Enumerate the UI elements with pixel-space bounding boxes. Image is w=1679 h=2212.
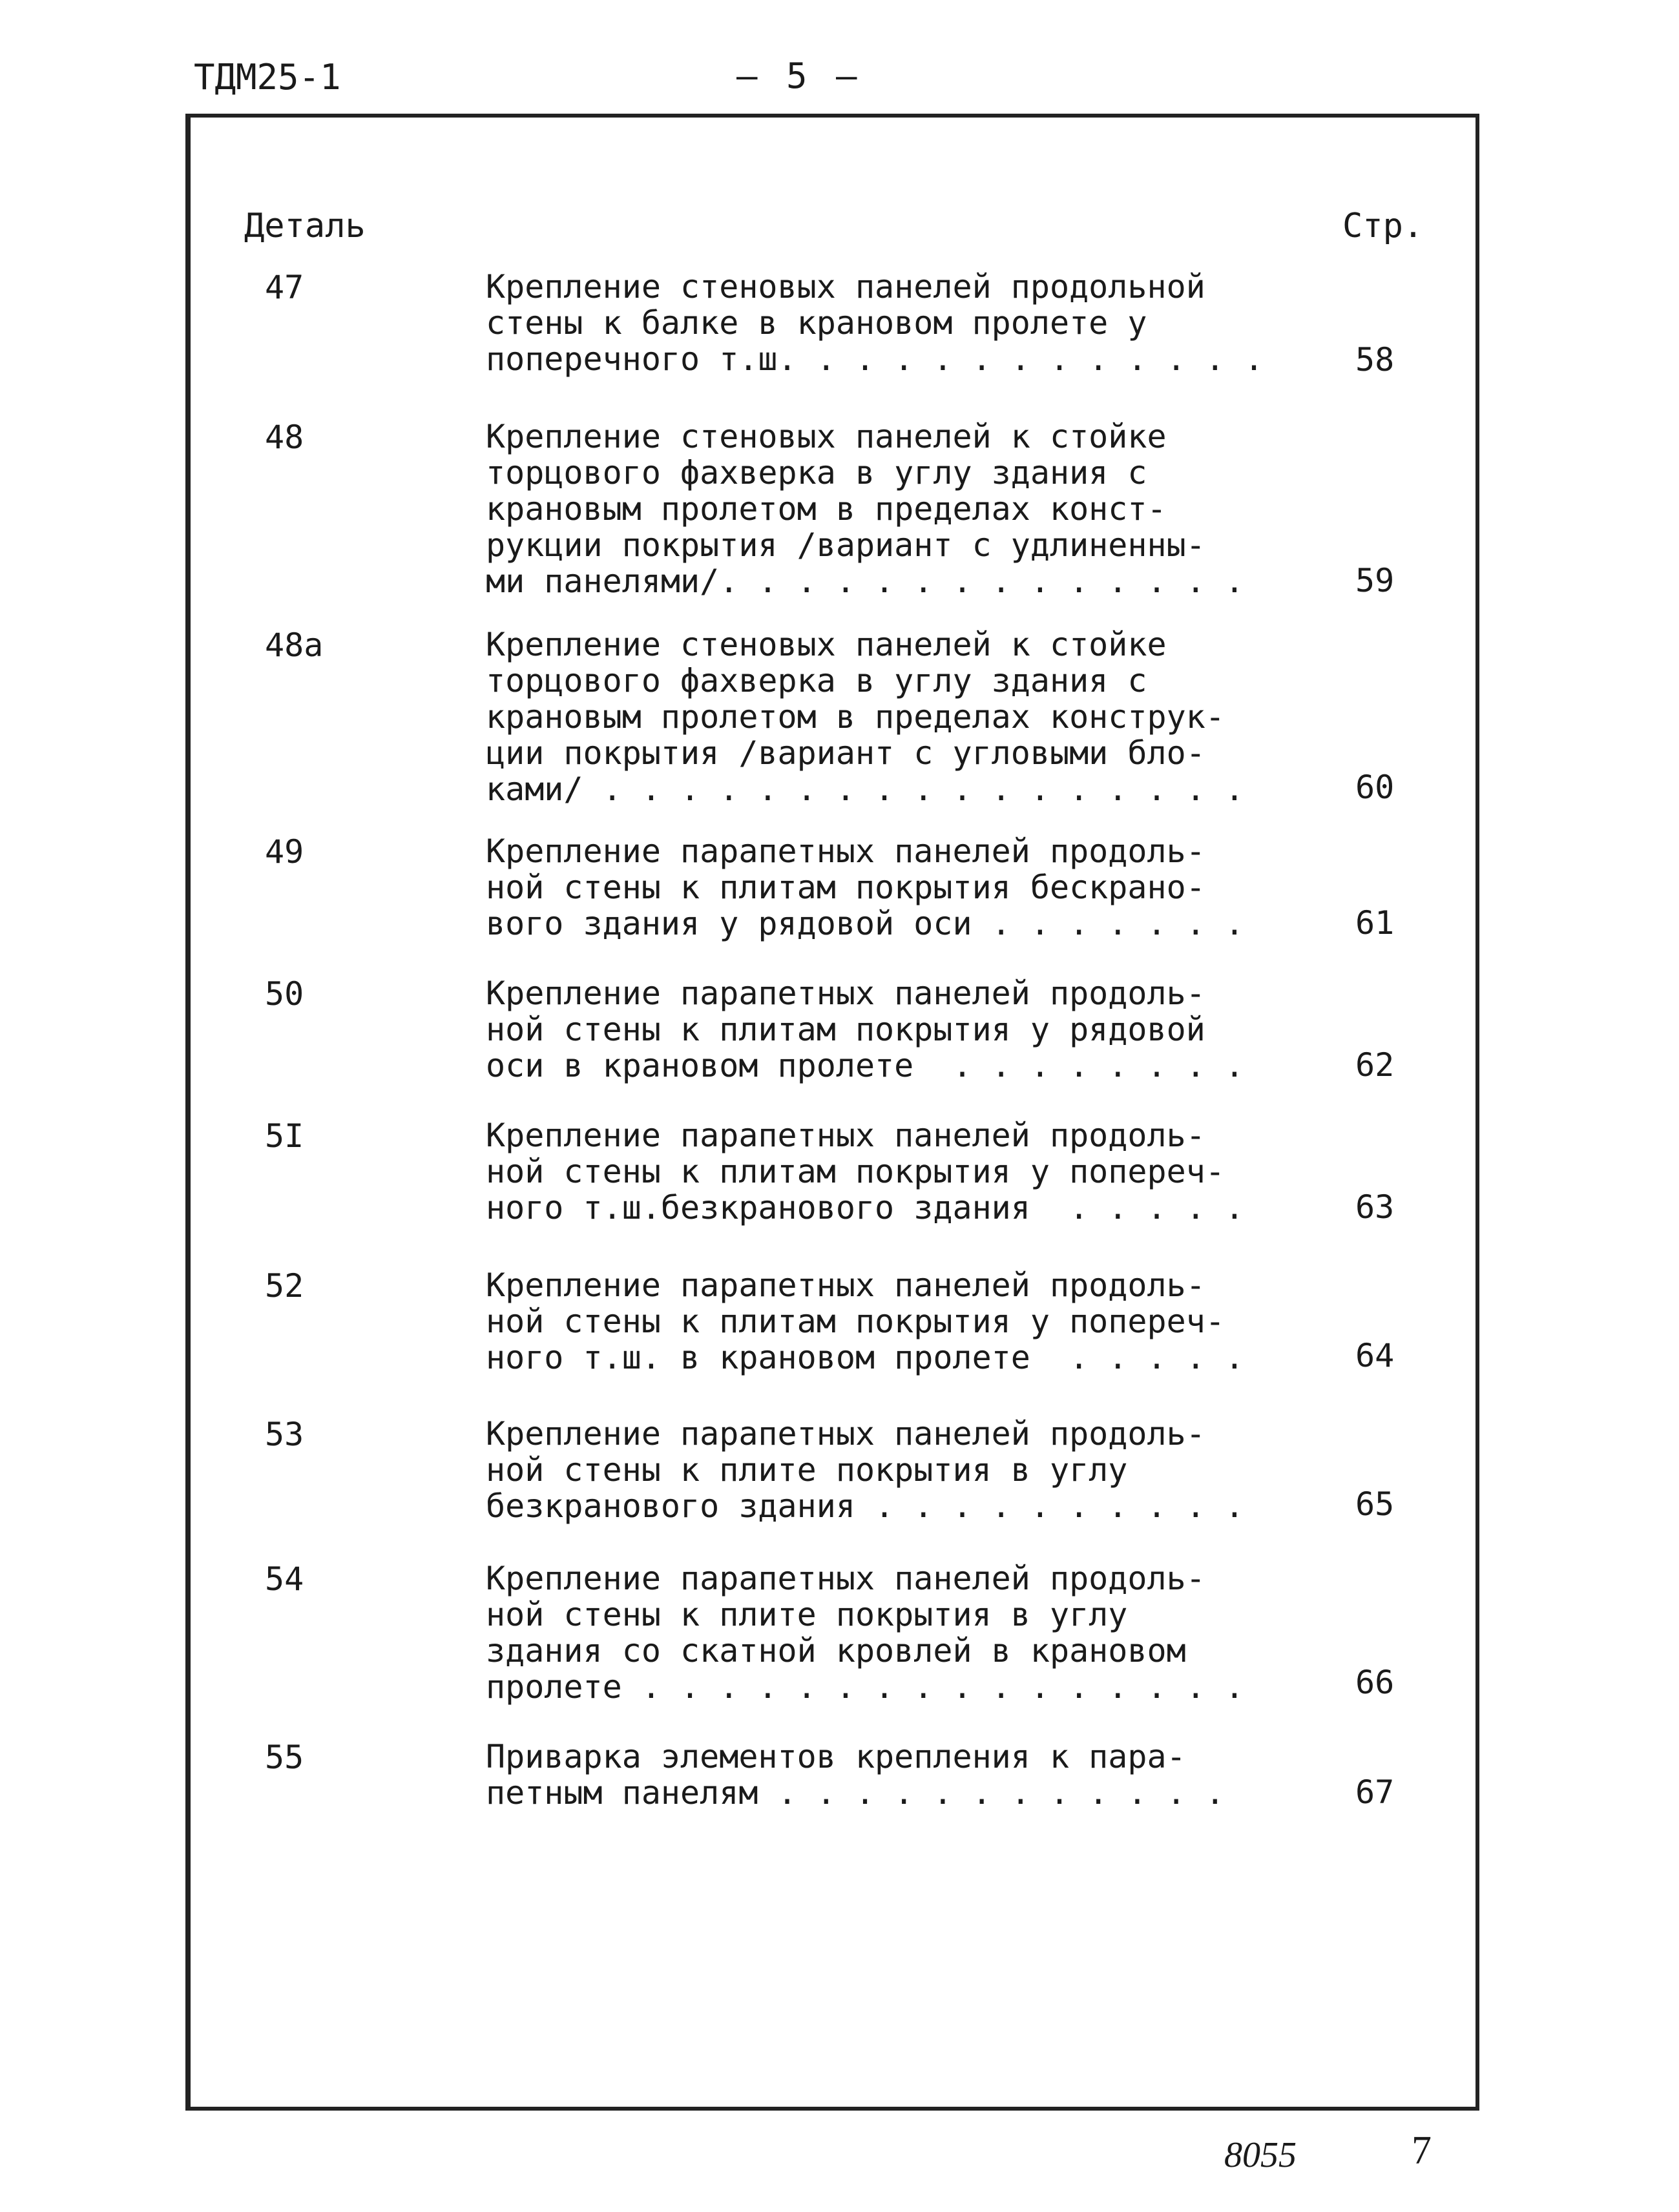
sheet-number: 7 (1412, 2129, 1432, 2173)
detail-description: Крепление парапетных панелей продоль- ной стены к плите покрытия в углу здания со скатной кровлей в крановом пролете . . . . . . . . . . . . . . . . (486, 1560, 1244, 1706)
detail-number: 50 (265, 975, 304, 1013)
document-code: ТДМ25-1 (194, 57, 341, 98)
detail-description: Крепление парапетных панелей продоль- ной стены к плитам покрытия у попереч- ного т.ш. в крановом пролете . . . . . (486, 1266, 1244, 1376)
page-number: — 5 — (736, 56, 861, 96)
detail-description: Крепление парапетных панелей продоль- ной стены к плите покрытия в углу безкранового здания . . . . . . . . . . (486, 1415, 1244, 1525)
detail-description: Крепление парапетных панелей продоль- ной стены к плитам покрытия бескрано- вого здания у рядовой оси . . . . . . . (486, 832, 1244, 942)
detail-number: 48а (265, 626, 324, 664)
page-reference: 59 (1355, 562, 1395, 599)
page-reference: 62 (1355, 1046, 1395, 1084)
archive-code: 8055 (1224, 2135, 1297, 2175)
detail-number: 52 (265, 1267, 304, 1305)
detail-description: Крепление стеновых панелей к стойке торцового фахверка в углу здания с крановым пролетом в пределах конструк- ции покрытия /вариант с угловыми бло- ками/ . . . . . . . . . . . . . . . . . (486, 626, 1244, 808)
detail-description: Крепление стеновых панелей продольной стены к балке в крановом пролете у поперечного т.ш. . . . . . . . . . . . . (486, 268, 1264, 378)
detail-number: 5I (265, 1117, 304, 1155)
detail-number: 53 (265, 1416, 304, 1453)
detail-description: Приварка элементов крепления к пара- петным панелям . . . . . . . . . . . . (486, 1738, 1225, 1812)
page-reference: 60 (1355, 769, 1395, 806)
detail-number: 54 (265, 1560, 304, 1598)
detail-description: Крепление парапетных панелей продоль- ной стены к плитам покрытия у рядовой оси в крановом пролете . . . . . . . . (486, 975, 1244, 1084)
detail-number: 49 (265, 833, 304, 871)
page-reference: 65 (1355, 1485, 1395, 1523)
column-header-detail: Деталь (244, 207, 366, 245)
page-reference: 66 (1355, 1664, 1395, 1701)
page-reference: 61 (1355, 904, 1395, 942)
page-reference: 63 (1355, 1188, 1395, 1226)
detail-number: 48 (265, 419, 304, 456)
page-reference: 67 (1355, 1773, 1395, 1811)
detail-number: 47 (265, 269, 304, 306)
column-header-page: Стр. (1342, 207, 1424, 245)
detail-description: Крепление парапетных панелей продоль- ной стены к плитам покрытия у попереч- ного т.ш.безкранового здания . . . . . (486, 1117, 1244, 1226)
detail-number: 55 (265, 1739, 304, 1776)
page-reference: 58 (1355, 341, 1395, 378)
detail-description: Крепление стеновых панелей к стойке торцового фахверка в углу здания с крановым пролетом в пределах конст- рукции покрытия /вариант с удлиненны- ми панелями/. . . . . . . . . . . . . . (486, 418, 1244, 600)
page-reference: 64 (1355, 1337, 1395, 1374)
